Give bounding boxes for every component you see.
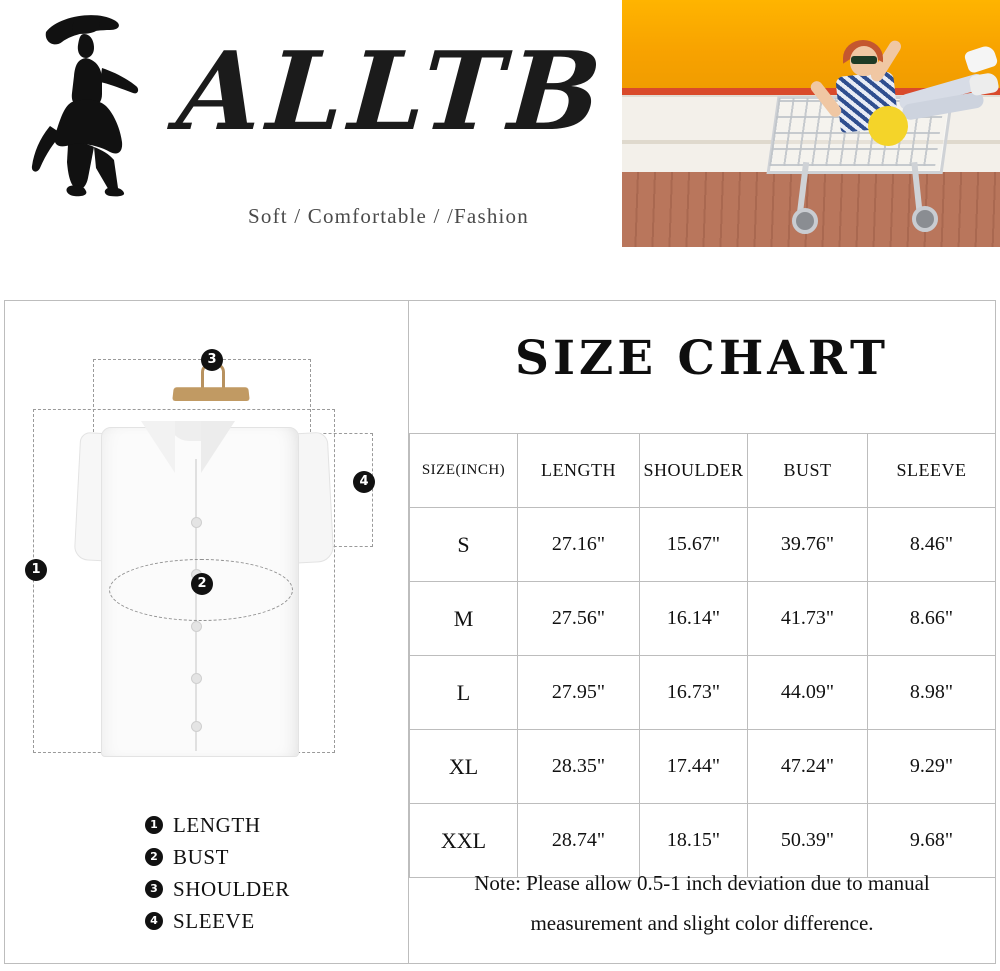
cell-length: 28.74"	[518, 804, 640, 878]
legend-number-icon: 2	[145, 848, 163, 866]
hero-sky	[622, 0, 1000, 96]
cart-wheel-right	[912, 206, 938, 232]
page-title: SIZE CHART	[515, 331, 889, 386]
cell-sleeve: 8.46"	[868, 508, 996, 582]
cell-shoulder: 16.73"	[640, 656, 748, 730]
legend-item	[145, 905, 395, 937]
cell-sleeve: 9.29"	[868, 730, 996, 804]
cell-size: XL	[410, 730, 518, 804]
cell-length: 28.35"	[518, 730, 640, 804]
table-header-row	[410, 434, 996, 508]
column-header-bust: BUST	[748, 434, 868, 508]
cell-shoulder: 16.14"	[640, 582, 748, 656]
shirt-button	[191, 673, 202, 684]
measurement-diagram-section	[5, 301, 409, 963]
cell-length: 27.95"	[518, 656, 640, 730]
hero-photo	[622, 0, 1000, 247]
size-table-section	[409, 301, 995, 963]
shirt-collar-right	[201, 421, 235, 473]
brand-wordmark: ALLTB	[173, 29, 611, 155]
cell-bust: 44.09"	[748, 656, 868, 730]
cell-bust: 39.76"	[748, 508, 868, 582]
legend-label: LENGTH	[173, 812, 261, 837]
legend-label: SLEEVE	[173, 908, 255, 933]
legend-number-icon: 3	[145, 880, 163, 898]
marker-2-bust: 2	[191, 573, 213, 595]
cell-shoulder: 15.67"	[640, 508, 748, 582]
column-header-size: SIZE(INCH)	[410, 434, 518, 508]
cell-sleeve: 8.98"	[868, 656, 996, 730]
legend-item	[145, 841, 395, 873]
measurement-note: Note: Please allow 0.5-1 inch deviation due to manual measurement and slight color difference.	[474, 871, 930, 935]
size-chart-table	[409, 433, 996, 878]
cell-length: 27.56"	[518, 582, 640, 656]
cell-size: M	[410, 582, 518, 656]
legend-label: BUST	[173, 844, 230, 869]
column-header-shoulder: SHOULDER	[640, 434, 748, 508]
legend-number-icon: 4	[145, 912, 163, 930]
marker-1-length: 1	[25, 559, 47, 581]
brand-block	[0, 0, 620, 252]
shirt-collar-left	[141, 421, 175, 473]
legend-item	[145, 809, 395, 841]
legend-item	[145, 873, 395, 905]
table-row	[410, 508, 996, 582]
cell-shoulder: 18.15"	[640, 804, 748, 878]
model-sunglasses	[851, 56, 877, 64]
table-row	[410, 582, 996, 656]
marker-4-sleeve: 4	[353, 471, 375, 493]
cell-bust: 47.24"	[748, 730, 868, 804]
cell-bust: 41.73"	[748, 582, 868, 656]
cell-size: L	[410, 656, 518, 730]
woman-silhouette-icon	[10, 2, 175, 197]
cell-bust: 50.39"	[748, 804, 868, 878]
size-chart-panel	[4, 300, 996, 964]
column-header-length: LENGTH	[518, 434, 640, 508]
legend-number-icon: 1	[145, 816, 163, 834]
cart-wheel-left	[792, 208, 818, 234]
brand-tagline: Soft / Comfortable / /Fashion	[248, 204, 529, 228]
table-row	[410, 656, 996, 730]
table-row	[410, 730, 996, 804]
shirt-button	[191, 621, 202, 632]
marker-3-shoulder: 3	[201, 349, 223, 371]
header-banner	[0, 0, 1000, 252]
cell-sleeve: 8.66"	[868, 582, 996, 656]
cell-size: XXL	[410, 804, 518, 878]
cell-shoulder: 17.44"	[640, 730, 748, 804]
cell-length: 27.16"	[518, 508, 640, 582]
cell-sleeve: 9.68"	[868, 804, 996, 878]
shirt-button	[191, 721, 202, 732]
diagram-legend	[145, 809, 395, 937]
shirt-measurement-diagram	[5, 301, 409, 811]
column-header-sleeve: SLEEVE	[868, 434, 996, 508]
cell-size: S	[410, 508, 518, 582]
legend-label: SHOULDER	[173, 876, 290, 901]
model-yellow-bag	[868, 106, 908, 146]
shirt-button	[191, 517, 202, 528]
